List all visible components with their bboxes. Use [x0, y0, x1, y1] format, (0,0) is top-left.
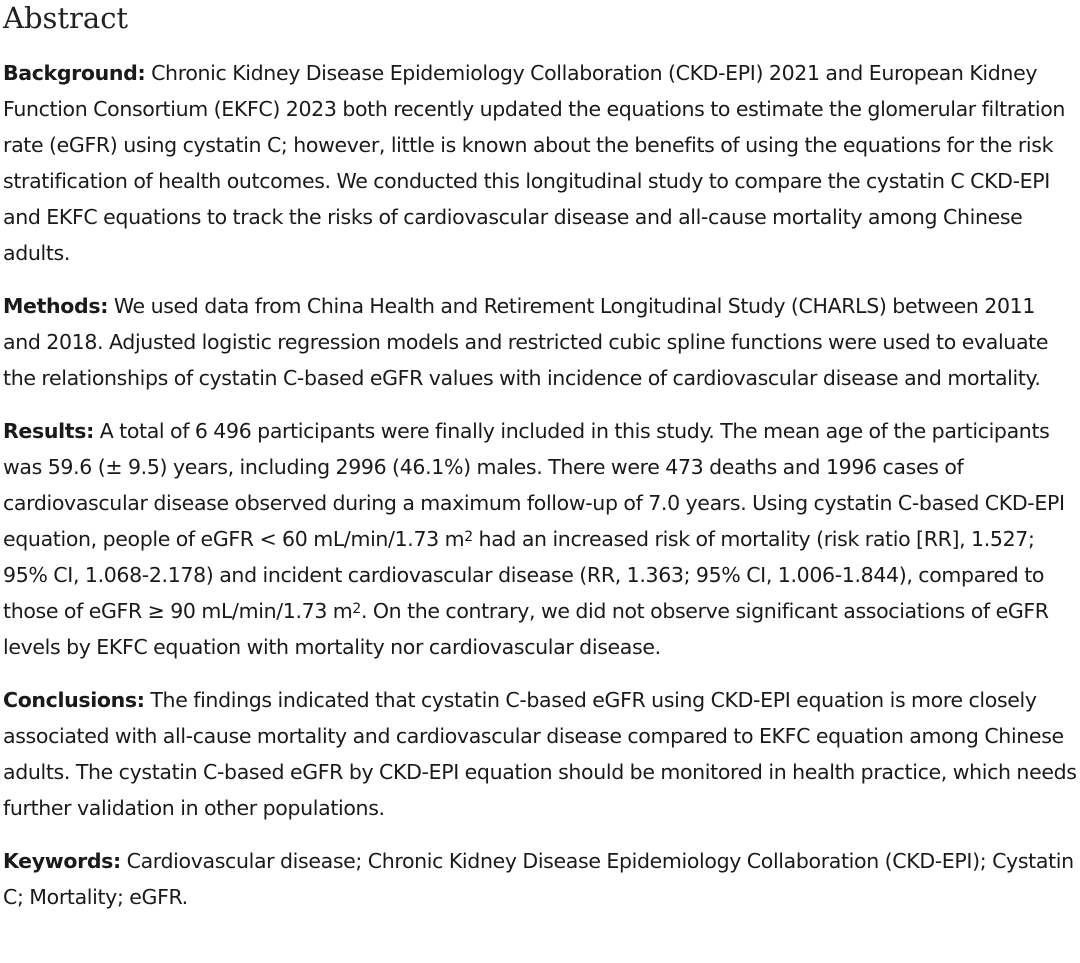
keywords-text: Cardiovascular disease; Chronic Kidney Disease Epidemiology Collaboration (CKD-EPI); Cystatin C; Mortality; eGFR.: [3, 849, 1074, 909]
results-text-3: . On the contrary, we did not observe significant associations of eGFR levels by EKFC equation with mortality nor cardiovascular disease.: [3, 599, 1049, 659]
results-superscript-2: 2: [352, 601, 361, 618]
results-label: Results:: [3, 419, 94, 443]
conclusions-text: The findings indicated that cystatin C-based eGFR using CKD-EPI equation is more closely associated with all-cause mortality and cardiovascular disease compared to EKFC equation among Chinese adults. The cystatin C-based eGFR by CKD-EPI equation should be monitored in health practice, which needs further validation in other populations.: [3, 688, 1077, 820]
conclusions-label: Conclusions:: [3, 688, 145, 712]
results-text-2: had an increased risk of mortality (risk ratio [RR], 1.527; 95% CI, 1.068-2.178) and incident cardiovascular disease (RR, 1.363; 95% CI, 1.006-1.844), compared to those of eGFR ≥ 90 mL/min/1.73 m: [3, 527, 1045, 623]
keywords-label: Keywords:: [3, 849, 121, 873]
results-paragraph: [3, 413, 1078, 665]
methods-label: Methods:: [3, 294, 109, 318]
results-superscript-1: 2: [464, 529, 473, 546]
abstract-heading: Abstract: [3, 1, 129, 35]
abstract-section: [3, 0, 1078, 932]
results-text-1: A total of 6 496 participants were finally included in this study. The mean age of the participants was 59.6 (± 9.5) years, including 2996 (46.1%) males. There were 473 deaths and 1996 cases of cardiovascular disease observed during a maximum follow-up of 7.0 years. Using cystatin C-based CKD-EPI equation, people of eGFR < 60 mL/min/1.73 m: [3, 419, 1065, 551]
methods-paragraph: [3, 288, 1078, 396]
background-text: Chronic Kidney Disease Epidemiology Collaboration (CKD-EPI) 2021 and European Kidney Function Consortium (EKFC) 2023 both recently updated the equations to estimate the glomerular filtration rate (eGFR) using cystatin C; however, little is known about the benefits of using the equations for the risk stratification of health outcomes. We conducted this longitudinal study to compare the cystatin C CKD-EPI and EKFC equations to track the risks of cardiovascular disease and all-cause mortality among Chinese adults.: [3, 61, 1066, 265]
keywords-paragraph: [3, 843, 1078, 915]
methods-text: We used data from China Health and Retirement Longitudinal Study (CHARLS) between 2011 and 2018. Adjusted logistic regression models and restricted cubic spline functions were used to evaluate the relationships of cystatin C-based eGFR values with incidence of cardiovascular disease and mortality.: [3, 294, 1049, 390]
background-paragraph: [3, 55, 1078, 271]
conclusions-paragraph: [3, 682, 1078, 826]
background-label: Background:: [3, 61, 146, 85]
